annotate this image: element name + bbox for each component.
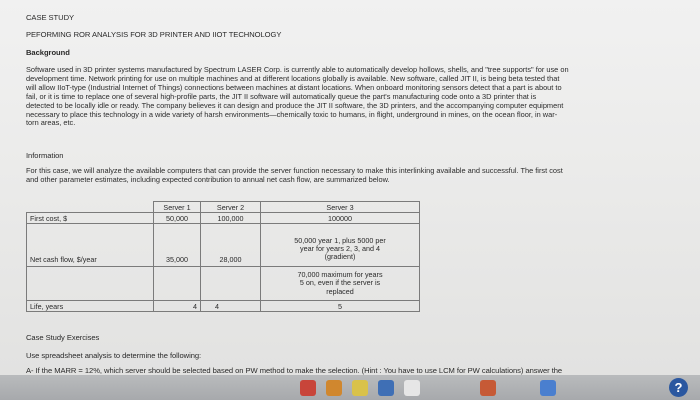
table-header-cell: Server 2 [201, 202, 261, 213]
app-icon-orange[interactable] [326, 380, 342, 396]
table-row [27, 224, 420, 267]
background-line: development time. Network printing for use on multiple machines and at different locations globally is available. New software, called JIT II, is being beta tested that [26, 73, 560, 83]
exercises-instruction: Use spreadsheet analysis to determine the following: [26, 351, 202, 360]
information-line: and other parameter estimates, including expected contribution to annual net cash flow, are summarized below. [26, 174, 390, 184]
cell-line: year for years 2, 3, and 4 [300, 243, 380, 253]
table-cell [201, 267, 261, 301]
table-header-row [27, 202, 420, 213]
case-study-label: CASE STUDY [26, 13, 75, 22]
app-icon-word[interactable] [540, 380, 556, 396]
document-title: PEFORMING ROR ANALYSIS FOR 3D PRINTER AND IIOT TECHNOLOGY [26, 30, 282, 39]
background-line: Software used in 3D printer systems manufactured by Spectrum LASER Corp. is currently able to automatically develop hollows, shells, and "tree supports" for use on [26, 65, 569, 74]
table-header-cell: Server 1 [154, 202, 201, 213]
table-cell [154, 267, 201, 301]
cell-line: (gradient) [324, 252, 356, 262]
cell-line: 70,000 maximum for years [297, 270, 383, 280]
server-comparison-table [26, 201, 420, 312]
table-row-label: Net cash flow, $/year [27, 224, 154, 267]
app-icon-white[interactable] [404, 380, 420, 396]
information-line: For this case, we will analyze the available computers that can provide the server function necessary to make this interlinking available and successful. The first cost [26, 166, 563, 175]
table-cell: 4 [154, 301, 201, 312]
table-cell [261, 267, 420, 301]
background-line: will allow IIoT-type (Industrial Internet of Things) connections between machines at distant locations. When onboard monitoring sensors detect that a part is about to [26, 82, 562, 92]
background-line: detected to be locally idle or ready. The company believes it can design and produce the JIT II software, the 3D printers, and the accompanying computer equipment [26, 100, 564, 110]
background-line: necessary to place this technology in a wide variety of harsh environments—chemically toxic to humans, in flight, underground in mines, on the ocean floor, in war- [26, 109, 558, 119]
table-row-label: Life, years [27, 301, 154, 312]
table-cell: 5 [261, 301, 420, 312]
background-line: fail, or it is time to replace one of several high-profile parts, the JIT II software will automatically queue the part's manufacturing code onto a 3D printer that is [26, 91, 537, 101]
table-cell: 4 [201, 301, 261, 312]
information-paragraph [26, 167, 676, 185]
table-row [27, 301, 420, 312]
help-button[interactable]: ? [669, 378, 688, 397]
exercises-heading: Case Study Exercises [26, 333, 100, 342]
app-icon-yellow[interactable] [352, 380, 368, 396]
cell-line: 50,000 year 1, plus 5000 per [294, 235, 386, 245]
table-row [27, 267, 420, 301]
app-icon-powerpoint[interactable] [480, 380, 496, 396]
background-paragraph [26, 66, 676, 128]
cell-line: replaced [326, 286, 354, 296]
table-row-label [27, 267, 154, 301]
cell-line: 5 on, even if the server is [299, 278, 381, 288]
table-row [27, 213, 420, 224]
app-icon-blue[interactable] [378, 380, 394, 396]
exercise-question-a: A- If the MARR = 12%, which server should be selected based on PW method to make the selection. (Hint : You have to use LCM for PW calculations) answer the [26, 366, 563, 375]
background-line: torn areas, etc. [26, 118, 76, 128]
table-cell [261, 224, 420, 267]
background-heading: Background [26, 48, 70, 57]
table-cell: 50,000 [154, 213, 201, 224]
app-icon-red[interactable] [300, 380, 316, 396]
table-cell: 100000 [261, 213, 420, 224]
table-row-label: First cost, $ [27, 213, 154, 224]
table-header-cell: Server 3 [261, 202, 420, 213]
table-header-cell [27, 202, 154, 213]
table-cell: 100,000 [201, 213, 261, 224]
table-cell: 28,000 [201, 224, 261, 267]
information-heading: Information [26, 151, 64, 160]
table-cell: 35,000 [154, 224, 201, 267]
taskbar [0, 375, 700, 400]
